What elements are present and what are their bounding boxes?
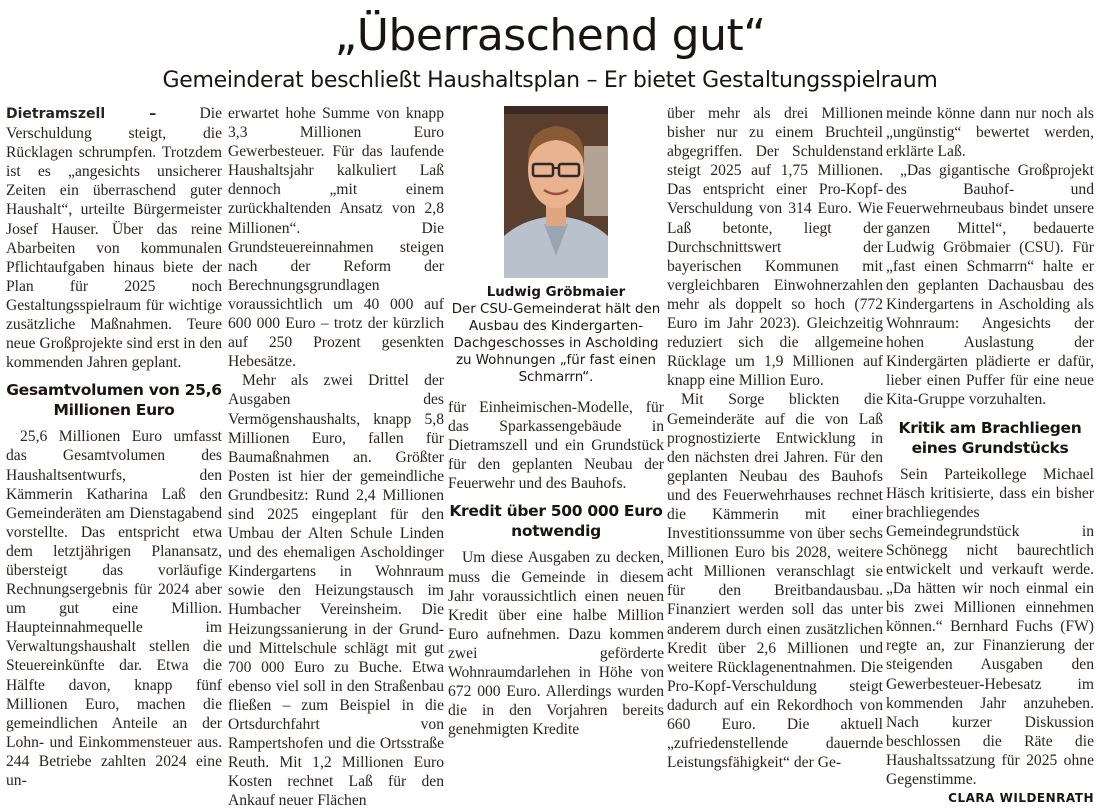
column-3 xyxy=(448,104,664,739)
paragraph: „Das gigantische Großprojekt des Bauhof- und Feuerwehrneubaus bindet unsere ganzen Mittel“, bedauerte Ludwig Gröbmaier (CSU). Für „fast einen Schmarrn“ halte er den geplanten Dachausbau des Kindergartens in Ascholding als Wohnraum: Angesichts der hohen Auslastung der Kindergärten plädierte er dafür, lieber einen Puffer für eine neue Kita-Gruppe vorzuhalten. xyxy=(886,162,1094,409)
paragraph: Um diese Ausgaben zu decken, muss die Gemeinde in diesem Jahr voraussichtlich einen neuen Kredit über eine halbe Million Euro aufnehmen. Dazu kommen zwei geförderte Wohnraumdarlehen in Höhe von 672 000 Euro. Allerdings wurden die in den Vorjahren bereits genehmigten Kredite xyxy=(448,549,664,739)
paragraph: Sein Parteikollege Michael Häsch kritisierte, dass ein bisher brachliegendes Gemeindegrundstück in Schönegg nicht baurechtlich entwickelt und verkauft werde. „Da hätten wir noch einmal ein bis zwei Millionen einnehmen können.“ Bernhard Fuchs (FW) regte an, zur Finanzierung der steigenden Ausgaben den Gewerbesteuer-Hebesatz im kommenden Jahr anzuheben. Nach kurzer Diskussion beschlossen die Räte die Haushaltssatzung für 2025 ohne Gegenstimme. xyxy=(886,465,1094,788)
section-heading: Kritik am Brachliegen eines Grundstücks xyxy=(898,418,1082,457)
portrait-photo xyxy=(504,106,608,278)
subheadline: Gemeinderat beschließt Haushaltsplan – Er bietet Gestaltungsspielraum xyxy=(162,68,938,93)
column-5 xyxy=(886,104,1094,808)
paragraph: Mehr als zwei Drittel der Ausgaben des Vermögenshaushalts, knapp 5,8 Millionen Euro, fallen für Baumaßnahmen an. Größter Posten ist hier der gemeindliche Grundbesitz: Rund 2,4 Millionen sind 2025 eingeplant für den Umbau der Alten Schule Linden und des ehemaligen Ascholdinger Kindergartens in Wohnraum sowie den Heizungstausch im Humbacher Vereinsheim. Die Heizungssanierung in der Grund- und Mittelschule schlägt mit gut 700 000 Euro zu Buche. Etwa ebenso viel soll in den Straßenbau fließen – zum Beispiel in die Ortsdurchfahrt von Rampertshofen und die Ortsstraße Reuth. Mit 1,2 Millionen Euro Kosten rechnet Laß für den Ankauf neuer Flächen xyxy=(228,372,444,810)
dateline: Dietramszell – xyxy=(6,106,157,122)
caption-name: Ludwig Gröbmaier xyxy=(486,285,626,300)
paragraph: 25,6 Millionen Euro umfasst das Gesamtvolumen des Haushaltsentwurfs, den Kämmerin Katharina Laß den Gemeinderäten am Dienstagabend vorstellte. Das entspricht etwa dem letztjährigen Planansatz, übersteigt das vorläufige Rechnungsergebnis für 2024 aber um gut eine Million. Haupteinnahmequelle im Verwaltungshaushalt stellen die Steuereinkünfte dar. Etwa die Hälfte davon, knapp fünf Millionen Euro, machen die gemeindlichen Anteile an der Lohn- und Einkommensteuer aus. 244 Betriebe zahlten 2024 eine un- xyxy=(6,428,222,789)
photo-caption xyxy=(448,284,664,386)
paragraph: erwartet hohe Summe von knapp 3,3 Millionen Euro Gewerbesteuer. Für das laufende Haushaltsjahr kalkuliert Laß dennoch „mit einem zurückhaltenden Ansatz von 2,8 Millionen“. Die Grundsteuereinnahmen steigen nach der Reform der Berechnungsgrundlagen voraussichtlich um 40 000 auf 600 000 Euro – trotz der kürzlich auf 250 Prozent gesenkten Hebesätze. xyxy=(228,105,444,371)
portrait-illustration xyxy=(504,106,608,278)
paragraph: über mehr als drei Millionen bisher nur zu einem Bruchteil abgegriffen. Der Schuldenstand steigt 2025 auf 1,75 Millionen. Das entspricht einer Pro-Kopf-Verschuldung von 314 Euro. Wie Laß betonte, liegt der Durchschnittswert der bayerischen Kommunen mit vergleichbaren Einwohnerzahlen mehr als doppelt so hoch (772 Euro im Jahr 2023). Gleichzeitig reduziert sich die allgemeine Rücklage um 1,9 Millionen auf knapp eine Million Euro. xyxy=(667,105,883,390)
section-heading: Kredit über 500 000 Euro notwendig xyxy=(449,502,663,541)
paragraph: für Einheimischen-Modelle, für das Sparkassengebäude in Dietramszell und ein Grundstück für den geplanten Neubau der Feuerwehr und des Bauhofs. xyxy=(448,399,664,493)
section-heading: Gesamtvolumen von 25,6 Millionen Euro xyxy=(6,381,222,420)
column-4 xyxy=(667,104,883,772)
headline: „Überraschend gut“ xyxy=(334,10,766,61)
caption-text: Der CSU-Gemeinderat hält den Ausbau des Kindergarten-Dachgeschosses in Ascholding zu Wohnungen „für fast einen Schmarrn“. xyxy=(451,302,661,385)
photo-block xyxy=(448,106,664,386)
paragraph xyxy=(6,104,222,372)
author-byline: CLARA WILDENRATH xyxy=(948,791,1094,806)
paragraph: Mit Sorge blickten die Gemeinderäte auf die von Laß prognostizierte Entwicklung in den nächsten drei Jahren. Für den geplanten Neubau des Bauhofs und des Feuerwehrhauses rechnet die Kämmerin mit einer Investitionssumme von über sechs Millionen Euro bis 2028, weitere acht Millionen veranschlagt sie für den Breitbandausbau. Finanziert werden soll das unter anderem durch einen zusätzlichen Kredit über 2,6 Millionen und weitere Rücklagenentnahmen. Die Pro-Kopf-Verschuldung steigt dadurch auf ein Rekordhoch von 660 Euro. Die aktuell „zufriedenstellende dauernde Leistungsfähigkeit“ der Ge- xyxy=(667,391,883,772)
paragraph: meinde könne dann nur noch als „ungünstig“ bewertet werden, erklärte Laß. xyxy=(886,105,1094,161)
column-1 xyxy=(6,104,222,790)
paragraph-text: Die Verschuldung steigt, die Rücklagen schrumpfen. Trotzdem ist es „angesichts unsicherer Zeiten ein überraschend guter Haushalt“, urteilte Bürgermeister Josef Hauser. Über das reine Abarbeiten von kommunalen Pflichtaufgaben hinaus biete der Plan für 2025 noch Gestaltungsspielraum für wichtige zusätzliche Maßnahmen. Teure neue Großprojekte sind erst in den kommenden Jahren geplant. xyxy=(6,105,222,372)
column-2 xyxy=(228,104,444,810)
